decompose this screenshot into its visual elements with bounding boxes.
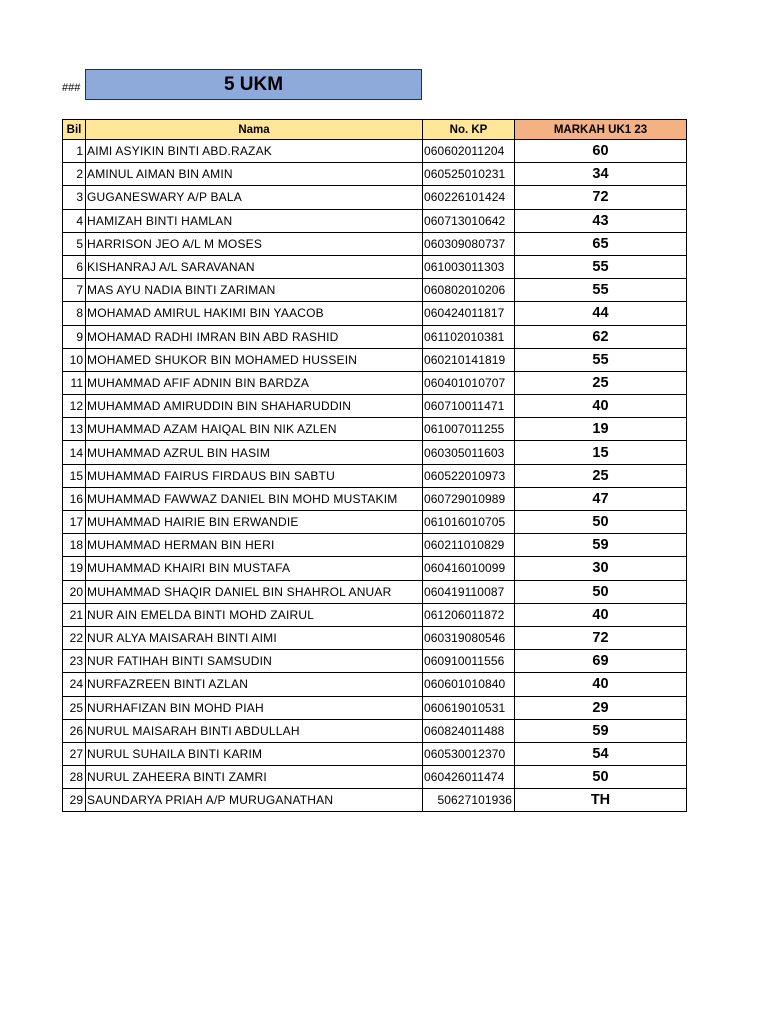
cell-kp[interactable]: 060419110087 <box>423 580 515 603</box>
cell-markah[interactable]: 55 <box>515 348 687 371</box>
cell-kp[interactable]: 060416010099 <box>423 557 515 580</box>
cell-bil[interactable]: 15 <box>63 464 86 487</box>
table-row <box>63 696 687 719</box>
cell-markah[interactable]: 62 <box>515 325 687 348</box>
cell-markah[interactable]: 59 <box>515 719 687 742</box>
cell-markah[interactable]: 40 <box>515 603 687 626</box>
cell-bil[interactable]: 2 <box>63 163 86 186</box>
col-header-bil[interactable]: Bil <box>63 120 86 140</box>
table-row <box>63 487 687 510</box>
cell-markah[interactable]: 40 <box>515 395 687 418</box>
cell-bil[interactable]: 20 <box>63 580 86 603</box>
class-title <box>85 69 422 100</box>
cell-nama[interactable]: MOHAMAD RADHI IMRAN BIN ABD RASHID <box>86 325 423 348</box>
cell-bil[interactable]: 22 <box>63 626 86 649</box>
cell-bil[interactable]: 12 <box>63 395 86 418</box>
table-row <box>63 418 687 441</box>
cell-bil[interactable]: 19 <box>63 557 86 580</box>
table-row <box>63 441 687 464</box>
cell-nama[interactable]: HARRISON JEO A/L M MOSES <box>86 232 423 255</box>
cell-markah[interactable]: 29 <box>515 696 687 719</box>
cell-nama[interactable]: MUHAMMAD SHAQIR DANIEL BIN SHAHROL ANUAR <box>86 580 423 603</box>
class-title-text: 5 UKM <box>223 73 284 95</box>
cell-markah[interactable]: 55 <box>515 255 687 278</box>
table-row <box>63 742 687 765</box>
cell-bil[interactable]: 8 <box>63 302 86 325</box>
cell-kp[interactable]: 060525010231 <box>423 163 515 186</box>
cell-markah[interactable]: 54 <box>515 742 687 765</box>
cell-markah[interactable]: 43 <box>515 209 687 232</box>
cell-bil[interactable]: 6 <box>63 255 86 278</box>
cell-kp[interactable]: 060210141819 <box>423 348 515 371</box>
cell-markah[interactable]: 19 <box>515 418 687 441</box>
cell-kp[interactable]: 060426011474 <box>423 766 515 789</box>
cell-nama[interactable]: NURHAFIZAN BIN MOHD PIAH <box>86 696 423 719</box>
cell-nama[interactable]: MUHAMMAD FAIRUS FIRDAUS BIN SABTU <box>86 464 423 487</box>
cell-markah[interactable]: 47 <box>515 487 687 510</box>
table-row <box>63 557 687 580</box>
cell-nama[interactable]: NURUL SUHAILA BINTI KARIM <box>86 742 423 765</box>
cell-nama[interactable]: MUHAMMAD HAIRIE BIN ERWANDIE <box>86 511 423 534</box>
cell-nama[interactable]: NUR ALYA MAISARAH BINTI AIMI <box>86 626 423 649</box>
marks-table <box>62 119 687 812</box>
cell-kp[interactable]: 060530012370 <box>423 742 515 765</box>
cell-bil[interactable]: 18 <box>63 534 86 557</box>
table-row <box>63 140 687 163</box>
table-row <box>63 371 687 394</box>
table-row <box>63 279 687 302</box>
table-header-row <box>63 120 687 140</box>
cell-bil[interactable]: 16 <box>63 487 86 510</box>
cell-nama[interactable]: MOHAMED SHUKOR BIN MOHAMED HUSSEIN <box>86 348 423 371</box>
cell-bil[interactable]: 9 <box>63 325 86 348</box>
col-header-kp[interactable]: No. KP <box>423 120 515 140</box>
cell-kp[interactable]: 061102010381 <box>423 325 515 348</box>
table-row <box>63 395 687 418</box>
cell-bil[interactable]: 29 <box>63 789 86 812</box>
cell-bil[interactable]: 3 <box>63 186 86 209</box>
table-row <box>63 580 687 603</box>
cell-nama[interactable]: MUHAMMAD AZAM HAIQAL BIN NIK AZLEN <box>86 418 423 441</box>
cell-markah[interactable]: 30 <box>515 557 687 580</box>
cell-kp[interactable]: 060309080737 <box>423 232 515 255</box>
table-row <box>63 511 687 534</box>
cell-kp[interactable]: 060619010531 <box>423 696 515 719</box>
cell-bil[interactable]: 13 <box>63 418 86 441</box>
cell-markah[interactable]: 40 <box>515 673 687 696</box>
cell-bil[interactable]: 24 <box>63 673 86 696</box>
cell-nama[interactable]: MUHAMMAD AZRUL BIN HASIM <box>86 441 423 464</box>
cell-nama[interactable]: NUR AIN EMELDA BINTI MOHD ZAIRUL <box>86 603 423 626</box>
cell-kp[interactable]: 060211010829 <box>423 534 515 557</box>
cell-kp[interactable]: 060319080546 <box>423 626 515 649</box>
cell-markah[interactable]: 50 <box>515 766 687 789</box>
cell-kp[interactable]: 061007011255 <box>423 418 515 441</box>
cell-markah[interactable]: 25 <box>515 464 687 487</box>
cell-kp[interactable]: 060601010840 <box>423 673 515 696</box>
cell-bil[interactable]: 5 <box>63 232 86 255</box>
table-row <box>63 464 687 487</box>
table-row <box>63 348 687 371</box>
table-row <box>63 163 687 186</box>
cell-nama[interactable]: MAS AYU NADIA BINTI ZARIMAN <box>86 279 423 302</box>
table-row <box>63 534 687 557</box>
cell-markah[interactable]: 72 <box>515 186 687 209</box>
cell-kp[interactable]: 060424011817 <box>423 302 515 325</box>
hash-marker: ### <box>62 82 81 94</box>
cell-bil[interactable]: 26 <box>63 719 86 742</box>
cell-markah[interactable]: 59 <box>515 534 687 557</box>
cell-kp[interactable]: 060401010707 <box>423 371 515 394</box>
cell-kp[interactable]: 060710011471 <box>423 395 515 418</box>
table-row <box>63 673 687 696</box>
table-row <box>63 789 687 812</box>
cell-markah[interactable]: 65 <box>515 232 687 255</box>
cell-markah[interactable]: 15 <box>515 441 687 464</box>
cell-kp[interactable]: 060226101424 <box>423 186 515 209</box>
table-row <box>63 766 687 789</box>
cell-bil[interactable]: 21 <box>63 603 86 626</box>
cell-bil[interactable]: 11 <box>63 371 86 394</box>
cell-bil[interactable]: 14 <box>63 441 86 464</box>
cell-kp[interactable]: 060729010989 <box>423 487 515 510</box>
cell-markah[interactable]: 34 <box>515 163 687 186</box>
cell-bil[interactable]: 7 <box>63 279 86 302</box>
cell-nama[interactable]: MOHAMAD AMIRUL HAKIMI BIN YAACOB <box>86 302 423 325</box>
cell-nama[interactable]: MUHAMMAD HERMAN BIN HERI <box>86 534 423 557</box>
cell-kp[interactable]: 061016010705 <box>423 511 515 534</box>
col-header-nama[interactable]: Nama <box>86 120 423 140</box>
cell-bil[interactable]: 1 <box>63 140 86 163</box>
cell-nama[interactable]: MUHAMMAD FAWWAZ DANIEL BIN MOHD MUSTAKIM <box>86 487 423 510</box>
table-row <box>63 325 687 348</box>
cell-nama[interactable]: AIMI ASYIKIN BINTI ABD.RAZAK <box>86 140 423 163</box>
cell-nama[interactable]: NURFAZREEN BINTI AZLAN <box>86 673 423 696</box>
cell-bil[interactable]: 23 <box>63 650 86 673</box>
cell-nama[interactable]: HAMIZAH BINTI HAMLAN <box>86 209 423 232</box>
cell-kp[interactable]: 060802010206 <box>423 279 515 302</box>
cell-nama[interactable]: NUR FATIHAH BINTI SAMSUDIN <box>86 650 423 673</box>
cell-bil[interactable]: 10 <box>63 348 86 371</box>
cell-markah[interactable]: 50 <box>515 580 687 603</box>
cell-nama[interactable]: NURUL ZAHEERA BINTI ZAMRI <box>86 766 423 789</box>
cell-kp[interactable]: 061206011872 <box>423 603 515 626</box>
cell-nama[interactable]: GUGANESWARY A/P BALA <box>86 186 423 209</box>
cell-kp[interactable]: 060910011556 <box>423 650 515 673</box>
cell-kp[interactable]: 060824011488 <box>423 719 515 742</box>
table-row <box>63 302 687 325</box>
cell-nama[interactable]: MUHAMMAD KHAIRI BIN MUSTAFA <box>86 557 423 580</box>
cell-markah[interactable]: TH <box>515 789 687 812</box>
cell-kp[interactable]: 060522010973 <box>423 464 515 487</box>
table-row <box>63 603 687 626</box>
cell-kp[interactable]: 060602011204 <box>423 140 515 163</box>
cell-kp[interactable]: 060305011603 <box>423 441 515 464</box>
cell-markah[interactable]: 69 <box>515 650 687 673</box>
cell-nama[interactable]: MUHAMMAD AFIF ADNIN BIN BARDZA <box>86 371 423 394</box>
cell-kp[interactable]: 060713010642 <box>423 209 515 232</box>
cell-nama[interactable]: AMINUL AIMAN BIN AMIN <box>86 163 423 186</box>
cell-markah[interactable]: 44 <box>515 302 687 325</box>
table-row <box>63 719 687 742</box>
cell-kp[interactable]: 50627101936 <box>423 789 515 812</box>
cell-bil[interactable]: 4 <box>63 209 86 232</box>
table-row <box>63 255 687 278</box>
cell-bil[interactable]: 27 <box>63 742 86 765</box>
table-body <box>63 140 687 812</box>
cell-nama[interactable]: KISHANRAJ A/L SARAVANAN <box>86 255 423 278</box>
cell-nama[interactable]: SAUNDARYA PRIAH A/P MURUGANATHAN <box>86 789 423 812</box>
table-row <box>63 232 687 255</box>
cell-markah[interactable]: 55 <box>515 279 687 302</box>
col-header-markah[interactable]: MARKAH UK1 23 <box>515 120 687 140</box>
table-row <box>63 650 687 673</box>
cell-bil[interactable]: 17 <box>63 511 86 534</box>
cell-markah[interactable]: 25 <box>515 371 687 394</box>
cell-bil[interactable]: 28 <box>63 766 86 789</box>
cell-nama[interactable]: NURUL MAISARAH BINTI ABDULLAH <box>86 719 423 742</box>
table-row <box>63 209 687 232</box>
cell-kp[interactable]: 061003011303 <box>423 255 515 278</box>
table-row <box>63 186 687 209</box>
cell-markah[interactable]: 72 <box>515 626 687 649</box>
cell-nama[interactable]: MUHAMMAD AMIRUDDIN BIN SHAHARUDDIN <box>86 395 423 418</box>
cell-bil[interactable]: 25 <box>63 696 86 719</box>
cell-markah[interactable]: 60 <box>515 140 687 163</box>
cell-markah[interactable]: 50 <box>515 511 687 534</box>
table-row <box>63 626 687 649</box>
